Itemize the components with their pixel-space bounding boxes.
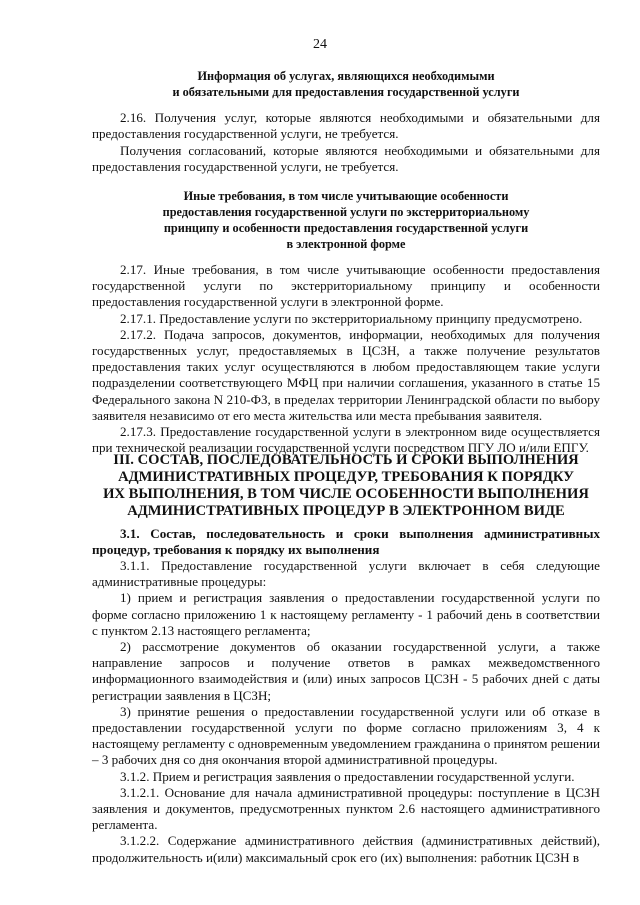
paragraph-2-17: 2.17. Иные требования, в том числе учитывающие особенности предоставления государственной услуги по экстерриториальному принципу и особенности предоставления государственной услуги в электронной форме.: [92, 262, 600, 310]
paragraph-2-17-1: 2.17.1. Предоставление услуги по экстерриториальному принципу предусмотрено.: [120, 310, 583, 326]
paragraph-2-16: 2.16. Получения услуг, которые являются необходимыми и обязательными для предоставления государственной услуги, не требуется.: [92, 110, 600, 142]
paragraph-2-17-3: 2.17.3. Предоставление государственной услуги в электронном виде осуществляется при технической реализации государственной услуги посредством ПГУ ЛО и/или ЕПГУ.: [92, 424, 600, 456]
paragraph-3-1-2-2: 3.1.2.2. Содержание административного действия (административных действий), продолжительность и(или) максимальный срок его (их) выполнения: работник ЦСЗН в: [92, 833, 600, 865]
list-item-1: 1) прием и регистрация заявления о предоставлении государственной услуги по форме согласно приложению 1 к настоящему регламенту - 1 рабочий день в соответствии с пунктом 2.13 настоящего регламента;: [92, 590, 600, 638]
paragraph-2-17-2: 2.17.2. Подача запросов, документов, информации, необходимых для получения государственных услуг, предоставляемых в ЦСЗН, а также получение результатов предоставления таких услуг осуществляются в любом предоставляющем такие услуги подразделении соответствующего МФЦ при наличии соглашения, указанного в статье 15 Федерального закона N 210-ФЗ, в пределах территории Ленинградской области по выбору заявителя независимо от его места жительства или места пребывания заявителя.: [92, 326, 600, 423]
paragraph-3-1-2: 3.1.2. Прием и регистрация заявления о предоставлении государственной услуги.: [120, 768, 575, 784]
paragraph-approvals: Получения согласований, которые являются необходимыми и обязательными для предоставления государственной услуги, не требуется.: [92, 142, 600, 175]
heading-line: АДМИНИСТРАТИВНЫХ ПРОЦЕДУР В ЭЛЕКТРОННОМ ВИДЕ: [127, 503, 565, 519]
page-number: 24: [313, 37, 327, 52]
heading-line: предоставления государственной услуги по экстерриториальному: [162, 205, 530, 219]
paragraph-3-1-2-1: 3.1.2.1. Основание для начала административной процедуры: поступление в ЦСЗН заявления и документов, предусмотренных пунктом 2.6 настоящего административного регламента.: [92, 784, 600, 833]
heading-line: Информация об услугах, являющихся необходимыми: [197, 69, 495, 83]
block-other-requirements: [92, 188, 600, 252]
heading-line: III. СОСТАВ, ПОСЛЕДОВАТЕЛЬНОСТЬ И СРОКИ ВЫПОЛНЕНИЯ: [113, 452, 579, 468]
heading-line: в электронной форме: [286, 237, 406, 251]
subsection-3-1-title: 3.1. Состав, последовательность и сроки выполнения административных процедур, требования к порядку их выполнения: [92, 526, 600, 557]
heading-line: принципу и особенности предоставления государственной услуги: [163, 221, 529, 235]
block-other-requirements-paragraphs: [92, 262, 600, 456]
section-3-heading-block: [92, 452, 600, 520]
heading-line: АДМИНИСТРАТИВНЫХ ПРОЦЕДУР, ТРЕБОВАНИЯ К ПОРЯДКУ: [118, 469, 574, 485]
section-3-heading: [92, 452, 600, 520]
block-services-paragraphs: [92, 110, 600, 176]
heading-line: и обязательными для предоставления государственной услуги: [172, 85, 520, 99]
list-item-2: 2) рассмотрение документов об оказании государственной услуги, а также направление запросов и получение ответов в рамках межведомственного информационного взаимодействия и (или) иных запросов ЦСЗН - 5 рабочих дней с даты регистрации заявления в ЦСЗН;: [92, 639, 600, 703]
section-3-body: [92, 526, 600, 866]
paragraph-3-1-1: 3.1.1. Предоставление государственной услуги включает в себя следующие административные процедуры:: [92, 558, 600, 590]
heading-line: ИХ ВЫПОЛНЕНИЯ, В ТОМ ЧИСЛЕ ОСОБЕННОСТИ ВЫПОЛНЕНИЯ: [103, 486, 589, 502]
heading-required-services: [92, 68, 600, 100]
heading-other-requirements: [92, 188, 600, 252]
block-services-info: [92, 68, 600, 100]
list-item-3: 3) принятие решения о предоставлении государственной услуги или об отказе в предоставлении государственной услуги по форме согласно приложениям 3, 4 к настоящему регламенту с одновременным уведомлением гражданина о принятом решении – 3 рабочих дня со дня окончания второй административной процедуры.: [92, 703, 600, 768]
heading-line: Иные требования, в том числе учитывающие особенности: [183, 189, 509, 203]
